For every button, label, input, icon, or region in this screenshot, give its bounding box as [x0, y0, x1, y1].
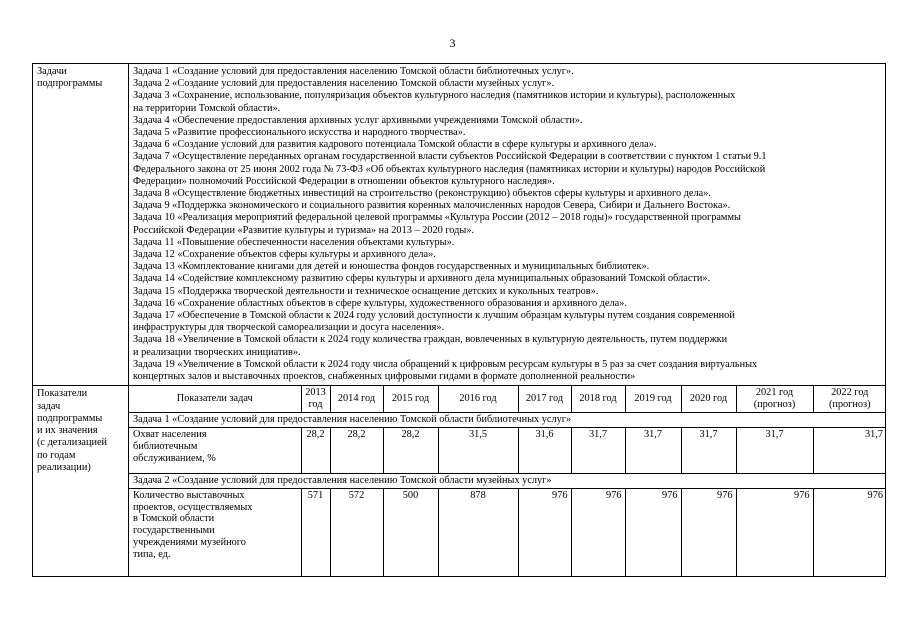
indicator-value: 878 — [438, 488, 518, 576]
tasks-label-cell — [33, 64, 129, 386]
indicator-value: 31,5 — [438, 428, 518, 474]
task-line: Российской Федерации «Развитие культуры и туризма» на 2013 – 2020 годы». — [133, 224, 475, 236]
indicator-value: 976 — [813, 488, 886, 576]
indicators-label-line: Показатели — [37, 388, 88, 400]
header-year-line: 2013 — [305, 387, 326, 399]
indicator-value: 31,7 — [736, 428, 813, 474]
indicator-name-line: библиотечным — [133, 440, 198, 452]
task-line: Задача 18 «Увеличение в Томской области к 2024 году количества граждан, вовлеченных в культурную деятельность, путем поддержки — [133, 334, 728, 346]
header-year-line: 2020 год — [689, 393, 728, 405]
indicator-name-line: проектов, осуществляемых — [133, 501, 253, 513]
task-title: Задача 1 «Создание условий для предоставления населению Томской области библиотечных услуг» — [129, 413, 886, 428]
header-year-line: 2015 год — [391, 393, 430, 405]
indicator-value: 28,2 — [383, 428, 438, 474]
task-line: инфраструктуры для творческой самореализации и досуга населения». — [133, 322, 445, 334]
header-year-line: (прогноз) — [753, 399, 796, 411]
indicator-value: 976 — [518, 488, 571, 576]
header-year-line: (прогноз) — [828, 399, 871, 411]
task-line: и реализации творческих инициатив». — [133, 346, 301, 358]
passport-table — [32, 63, 886, 577]
indicators-row — [33, 386, 886, 577]
task-line: Задача 2 «Создание условий для предоставления населению Томской области музейных услуг». — [133, 78, 555, 90]
header-year — [813, 386, 886, 413]
indicator-row — [129, 428, 886, 474]
header-year — [736, 386, 813, 413]
task-line: Задача 5 «Развитие профессионального искусства и народного творчества». — [133, 127, 466, 139]
indicators-label-line: подпрограммы — [37, 412, 103, 424]
indicator-value: 31,7 — [571, 428, 625, 474]
task-line: Задача 4 «Обеспечение предоставления архивных услуг архивными учреждениями Томской области». — [133, 114, 583, 126]
indicator-value: 28,2 — [301, 428, 330, 474]
task-line: Задача 19 «Увеличение в Томской области к 2024 году числа обращений к цифровым ресурсам культуры в 5 раз за счет создания виртуальных — [133, 358, 758, 370]
task-line: Задача 17 «Обеспечение в Томской области к 2024 году условий доступности к лучшим образцам культуры путем создания современной — [133, 310, 735, 322]
task-line: Задача 16 «Сохранение областных объектов в сфере культуры, художественного образования и архивного дела». — [133, 297, 627, 309]
task-line: на территории Томской области». — [133, 102, 281, 114]
indicators-label-cell — [33, 386, 129, 577]
tasks-label-line: Задачи — [37, 66, 67, 77]
header-year-line: 2014 год — [337, 393, 376, 405]
task-title-row — [129, 413, 886, 428]
indicators-label-line: реализации) — [37, 462, 91, 474]
indicator-value: 572 — [330, 488, 383, 576]
header-year — [518, 386, 571, 413]
indicator-name — [129, 488, 301, 576]
indicator-value: 976 — [736, 488, 813, 576]
indicators-label-line: и их значения — [37, 425, 98, 437]
indicators-header-row — [129, 386, 886, 413]
indicator-value: 976 — [681, 488, 736, 576]
task-line: Задача 10 «Реализация мероприятий федеральной целевой программы «Культура России (2012 – 2018 годы)» государственной программы — [133, 212, 741, 224]
task-line: Задача 9 «Поддержка экономического и социального развития коренных малочисленных народов Севера, Сибири и Дальнего Востока». — [133, 200, 731, 212]
tasks-list-cell — [129, 64, 886, 386]
task-line: Задача 8 «Осуществление бюджетных инвестиций на строительство (реконструкцию) объектов сферы культуры и архивного дела». — [133, 188, 711, 200]
task-line: Задача 1 «Создание условий для предоставления населению Томской области библиотечных услуг». — [133, 66, 574, 77]
task-line: Федерации» полномочий Российской Федерации в отношении объектов культурного наследия». — [133, 175, 555, 187]
header-year-line: 2022 год — [831, 387, 869, 399]
indicator-name-line: обслуживанием, % — [133, 452, 216, 464]
indicators-label-line: по годам — [37, 449, 76, 461]
indicator-name-line: Количество выставочных — [133, 489, 245, 501]
header-year — [571, 386, 625, 413]
task-line: Задача 6 «Создание условий для развития кадрового потенциала Томской области в сфере культуры и архивного дела». — [133, 139, 657, 151]
indicator-value: 500 — [383, 488, 438, 576]
header-year-line: 2019 год — [634, 393, 672, 405]
indicators-table-cell — [129, 386, 886, 577]
task-line: Задача 7 «Осуществление переданных органам государственной власти субъектов Российской Федерации в соответствии с пунктом 1 статьи 9.1 — [133, 151, 767, 163]
task-line: концертных залов и выставочных проектов, снабженных цифровыми гидами в формате дополненной реальности» — [133, 371, 636, 383]
indicator-value: 28,2 — [330, 428, 383, 474]
indicator-name — [129, 428, 301, 474]
header-indicator-name: Показатели задач — [176, 393, 253, 405]
indicator-name-line: типа, ед. — [133, 548, 171, 560]
header-year — [681, 386, 736, 413]
indicators-label-line: задач — [37, 400, 61, 412]
header-year-line: 2018 год — [579, 393, 617, 405]
indicator-value: 31,7 — [681, 428, 736, 474]
indicator-value: 976 — [571, 488, 625, 576]
header-year — [301, 386, 330, 413]
indicator-value: 31,7 — [813, 428, 886, 474]
task-line: Задача 13 «Комплектование книгами для детей и юношества фондов государственных и муниципальных библиотек». — [133, 261, 650, 273]
header-year — [625, 386, 681, 413]
indicator-value: 976 — [625, 488, 681, 576]
header-year-line: 2021 год — [755, 387, 794, 399]
indicator-name-line: государственными — [133, 525, 215, 537]
indicators-label-line: (с детализацией — [37, 437, 108, 449]
indicator-value: 31,6 — [518, 428, 571, 474]
task-line: Задача 14 «Содействие комплексному развитию сферы культуры и архивного дела муниципальных образований Томской области». — [133, 273, 711, 285]
indicator-name-line: учреждениями музейного — [133, 537, 246, 549]
header-year-line: 2016 год — [459, 393, 497, 405]
indicators-table — [129, 386, 886, 576]
task-line: Задача 12 «Сохранение объектов сферы культуры и архивного дела». — [133, 249, 436, 261]
header-year-line: год — [308, 399, 323, 411]
task-title-row — [129, 474, 886, 489]
indicator-name-line: Охват населения — [133, 429, 207, 441]
header-year — [330, 386, 383, 413]
indicator-name-line: в Томской области — [133, 513, 215, 525]
task-title: Задача 2 «Создание условий для предоставления населению Томской области музейных услуг» — [129, 474, 886, 489]
page-number: 3 — [449, 36, 456, 50]
header-year-line: 2017 год — [525, 393, 564, 405]
tasks-label-line: подпрограммы — [37, 78, 103, 90]
task-line: Задача 15 «Поддержка творческой деятельности и техническое оснащение детских и кукольных театров». — [133, 285, 599, 297]
tasks-row — [33, 64, 886, 386]
indicator-row — [129, 488, 886, 576]
header-year — [383, 386, 438, 413]
task-line: Федерального закона от 25 июня 2002 года № 73-ФЗ «Об объектах культурного наследия (памятниках истории и культуры) народов Российской — [133, 163, 766, 175]
header-year — [438, 386, 518, 413]
indicator-value: 571 — [301, 488, 330, 576]
indicator-value: 31,7 — [625, 428, 681, 474]
task-line: Задача 11 «Повышение обеспеченности населения объектами культуры». — [133, 236, 455, 248]
task-line: Задача 3 «Сохранение, использование, популяризация объектов культурного наследия (памятников истории и культуры), расположенных — [133, 90, 736, 102]
